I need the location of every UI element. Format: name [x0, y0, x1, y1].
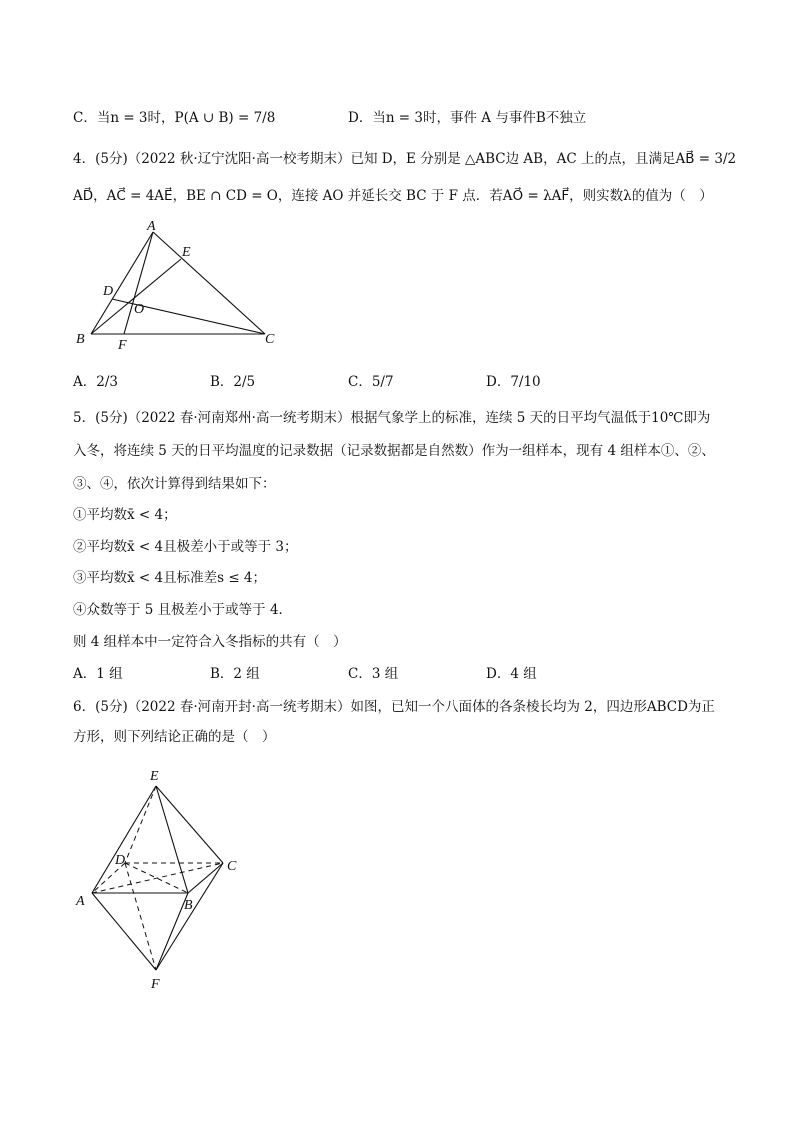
- q6-label-c: C: [227, 859, 237, 874]
- q5-stem-line-2: 入冬，将连续 5 天的日平均温度的记录数据（记录数据都是自然数）作为一组样本，现有 4 组样本①、②、: [73, 443, 715, 459]
- q5-item-1: ①平均数x̄ < 4；: [73, 507, 177, 523]
- q4-label-b: B: [76, 332, 85, 347]
- q3-option-d: D．当n = 3时，事件 A 与事件B不独立: [348, 110, 587, 126]
- q4-label-f: F: [118, 338, 127, 352]
- q3-option-c: C．当n = 3时，P(A ∪ B) = 7/8: [73, 110, 276, 126]
- q5-option-d: D．4 组: [486, 666, 537, 682]
- q5-stem-line-1: 5．(5分)（2022 春·河南郑州·高一统考期末）根据气象学上的标准，连续 5 天的日平均气温低于10℃即为: [73, 410, 711, 426]
- q5-option-c: C．3 组: [348, 666, 399, 682]
- q4-option-d: D．7/10: [486, 374, 541, 390]
- q5-item-2: ②平均数x̄ < 4且极差小于或等于 3；: [73, 539, 298, 555]
- q4-label-c: C: [265, 332, 275, 347]
- q4-label-o: O: [134, 302, 145, 317]
- q6-stem-line-1: 6．(5分)（2022 春·河南开封·高一统考期末）如图，已知一个八面体的各条棱长均为 2，四边形ABCD为正: [73, 699, 715, 715]
- q6-label-f: F: [151, 977, 160, 992]
- q6-label-d: D: [115, 853, 126, 868]
- q5-option-a: A．1 组: [73, 666, 123, 682]
- q6-octahedron-figure: [70, 760, 250, 995]
- q4-label-d: D: [103, 284, 114, 299]
- q5-stem-line-3: ③、④，依次计算得到结果如下：: [73, 476, 276, 492]
- q5-item-4: ④众数等于 5 且极差小于或等于 4．: [73, 602, 293, 618]
- q4-label-a: A: [147, 219, 156, 234]
- q6-label-b: B: [184, 898, 193, 913]
- q4-option-c: C．5/7: [348, 374, 394, 390]
- q5-question: 则 4 组样本中一定符合入冬指标的共有（ ）: [73, 634, 347, 650]
- q4-triangle-figure: [70, 212, 290, 352]
- q5-option-b: B．2 组: [210, 666, 260, 682]
- q4-option-a: A．2/3: [73, 374, 118, 390]
- q5-item-3: ③平均数x̄ < 4且标准差s ≤ 4；: [73, 570, 267, 586]
- q6-label-a: A: [76, 894, 85, 909]
- q4-stem-line-2: AD⃗，AC⃗ = 4AE⃗，BE ∩ CD = O，连接 AO 并延长交 BC 于 F 点．若AO⃗ = λAF⃗，则实数λ的值为（ ）: [73, 188, 713, 204]
- q6-stem-line-2: 方形，则下列结论正确的是（ ）: [73, 729, 276, 745]
- q6-label-e: E: [150, 769, 159, 784]
- q4-stem-line-1: 4．(5分)（2022 秋·辽宁沈阳·高一校考期末）已知 D，E 分别是 △ABC边 AB，AC 上的点，且满足AB⃗ = 3/2: [73, 151, 737, 167]
- q4-option-b: B．2/5: [210, 374, 256, 390]
- q4-label-e: E: [182, 245, 191, 260]
